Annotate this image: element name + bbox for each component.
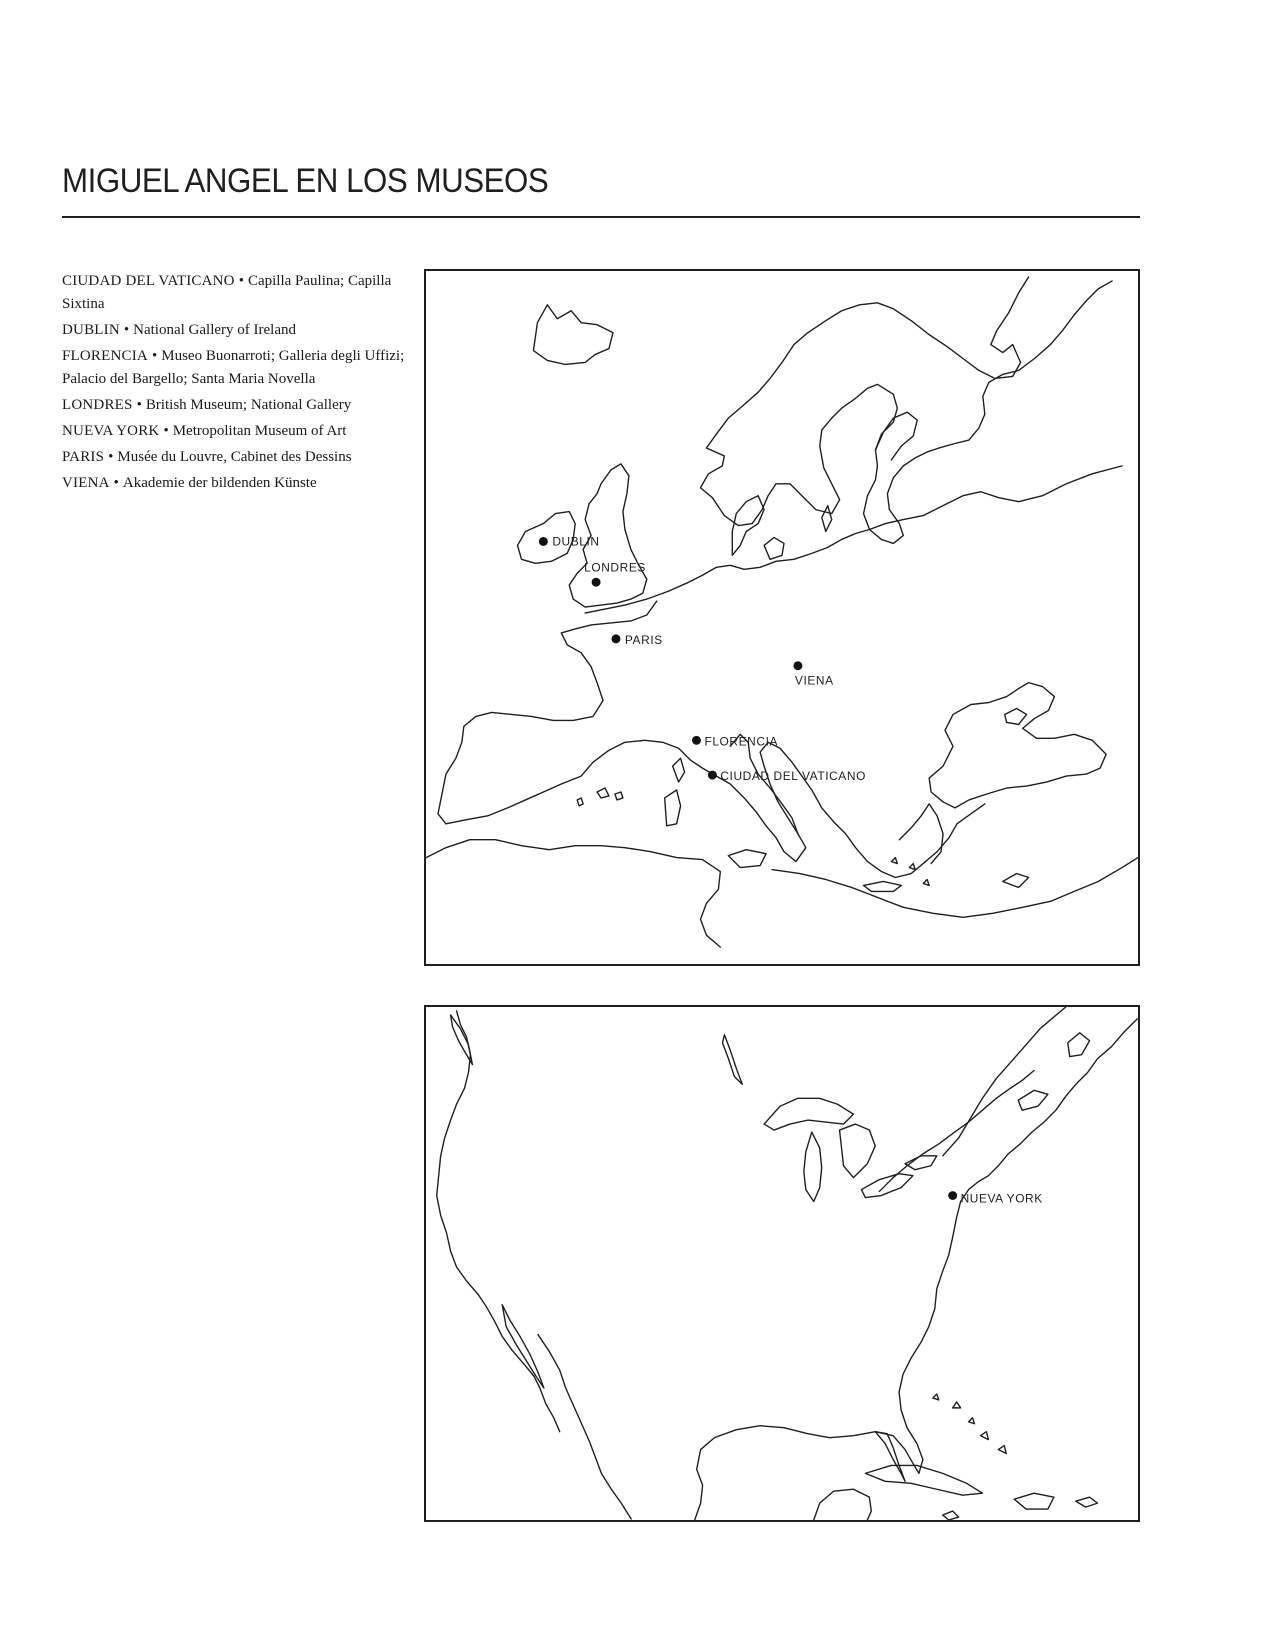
legend-bullet: • <box>113 475 119 491</box>
lake-erie <box>861 1174 913 1198</box>
viena-marker <box>793 661 802 670</box>
mediterranean-south-coastline <box>772 858 1138 918</box>
legend-museums: Musée du Louvre, Cabinet des Dessins <box>117 449 352 465</box>
legend-bullet: • <box>136 397 142 413</box>
legend-museums: National Gallery of Ireland <box>133 322 296 338</box>
museum-legend <box>62 270 412 498</box>
paris-marker <box>611 634 620 643</box>
cuba-coastline <box>865 1465 982 1495</box>
west-coastline <box>437 1011 560 1432</box>
zealand-coastline <box>764 537 784 559</box>
page-title: MIGUEL ANGEL EN LOS MUSEOS <box>62 162 549 200</box>
hispaniola-coastline <box>1014 1493 1054 1509</box>
legend-museums: Museo Buonarroti; Galleria degli Uffizi; Palacio del Bargello; Santa Maria Novella <box>62 348 405 387</box>
paris-label: PARIS <box>624 632 663 647</box>
europe-map-canvas <box>426 271 1138 964</box>
lake-michigan <box>804 1132 822 1201</box>
legend-bullet: • <box>163 423 169 439</box>
gulf-of-mexico-coastline <box>695 1392 923 1520</box>
north-america-map <box>424 1005 1140 1522</box>
lake-ontario <box>905 1156 937 1170</box>
canada-northeast-coastline <box>943 1007 1066 1156</box>
vancouver-island-coastline <box>451 1015 473 1065</box>
londres-label: LONDRES <box>584 560 646 575</box>
north-africa-coastline <box>426 840 720 947</box>
bahamas-islands <box>933 1394 1006 1454</box>
legend-city: PARIS <box>62 449 105 465</box>
legend-entry-vaticano <box>62 270 412 316</box>
legend-bullet: • <box>151 348 158 364</box>
legend-city: CIUDAD DEL VATICANO <box>62 273 235 289</box>
aegean-islands <box>891 858 929 886</box>
crete-coastline <box>864 881 902 891</box>
legend-entry-viena <box>62 472 412 495</box>
yucatan-coastline <box>814 1489 872 1520</box>
legend-entry-florencia <box>62 345 412 391</box>
legend-museums: British Museum; National Gallery <box>145 397 352 413</box>
legend-museums: Akademie der bildenden Künste <box>122 475 317 491</box>
dublin-marker <box>539 537 548 546</box>
iceland-coastline <box>533 305 613 365</box>
legend-bullet: • <box>123 322 130 338</box>
aegean-coastline <box>899 804 943 864</box>
legend-bullet: • <box>108 449 114 465</box>
legend-city: LONDRES <box>62 397 133 413</box>
sardinia-coastline <box>665 790 681 826</box>
hudson-bay-fragment <box>722 1035 742 1085</box>
nueva-york-label: NUEVA YORK <box>960 1191 1043 1206</box>
legend-museums: Capilla Paulina; Capilla Sixtina <box>62 273 392 312</box>
continent-north-coastline <box>585 466 1122 613</box>
dublin-label: DUBLIN <box>552 534 600 549</box>
legend-city: NUEVA YORK <box>62 423 160 439</box>
nova-scotia-coastline <box>1018 1090 1048 1110</box>
title-divider <box>62 216 1140 218</box>
legend-city: DUBLIN <box>62 322 120 338</box>
nueva-york-marker <box>948 1191 957 1200</box>
florencia-label: FLORENCIA <box>704 734 779 749</box>
sicily-coastline <box>728 850 766 868</box>
legend-museums: Metropolitan Museum of Art <box>172 423 347 439</box>
gotland-coastline <box>822 506 832 532</box>
vaticano-marker <box>708 771 717 780</box>
legend-entry-nueva-york <box>62 420 412 443</box>
legend-entry-londres <box>62 394 412 417</box>
legend-city: FLORENCIA <box>62 348 148 364</box>
newfoundland-coastline <box>1068 1033 1090 1057</box>
north-america-map-canvas <box>426 1007 1138 1520</box>
crimea-coastline <box>1005 708 1027 724</box>
europe-map <box>424 269 1140 966</box>
florida-coastline <box>875 1432 905 1482</box>
corsica-coastline <box>673 758 685 782</box>
mediterranean-north-coastline <box>446 740 985 877</box>
viena-label: VIENA <box>794 673 834 688</box>
balearic-islands <box>577 788 623 806</box>
gulf-bothnia-coastline <box>875 412 917 460</box>
puerto-rico-coastline <box>1076 1497 1098 1507</box>
legend-bullet: • <box>238 273 244 289</box>
legend-entry-paris <box>62 446 412 469</box>
lake-huron <box>840 1124 876 1178</box>
black-sea-coastline <box>929 683 1106 808</box>
legend-entry-dublin <box>62 319 412 342</box>
cyprus-coastline <box>1003 874 1029 888</box>
vaticano-label: CIUDAD DEL VATICANO <box>720 769 866 784</box>
legend-city: VIENA <box>62 475 110 491</box>
florencia-marker <box>692 736 701 745</box>
mexico-west-coastline <box>538 1334 631 1519</box>
st-lawrence-coastline <box>879 1071 1034 1192</box>
jamaica-coastline <box>943 1511 959 1520</box>
lake-superior <box>764 1098 853 1130</box>
londres-marker <box>592 578 601 587</box>
